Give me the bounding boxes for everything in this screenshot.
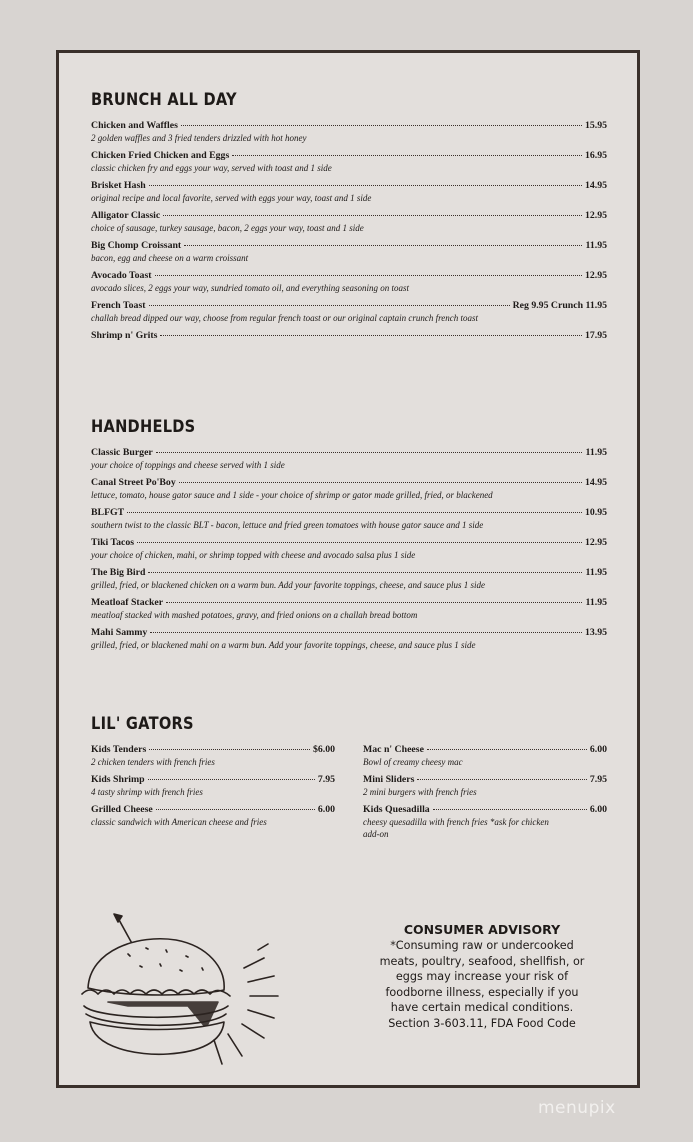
- dot-leader: [179, 482, 582, 483]
- menu-item-name: Kids Quesadilla: [363, 804, 430, 815]
- menu-item-description: 2 mini burgers with french fries: [363, 787, 477, 797]
- menu-item-description-continued: add-on: [363, 829, 389, 839]
- dot-leader: [149, 749, 310, 750]
- menu-item-name: Grilled Cheese: [91, 804, 153, 815]
- menu-item-price: 14.95: [584, 477, 607, 488]
- menu-item-row: [91, 270, 607, 282]
- menu-item-description: classic sandwich with American cheese and fries: [91, 817, 267, 827]
- menu-item-row: [91, 300, 607, 312]
- menu-item-name: Brisket Hash: [91, 180, 146, 191]
- menu-item-price: 10.95: [584, 507, 607, 518]
- menu-item: [91, 210, 607, 234]
- menu-item: [363, 744, 607, 768]
- menu-item: [91, 180, 607, 204]
- menu-item-price: 15.95: [584, 120, 607, 131]
- menu-item-name: Mahi Sammy: [91, 627, 148, 638]
- menu-item-row: [91, 240, 607, 252]
- menu-item-name: Canal Street Po'Boy: [91, 477, 176, 488]
- menu-item-price: 11.95: [585, 567, 607, 578]
- dot-leader: [232, 155, 582, 156]
- menu-item: [91, 270, 607, 294]
- advisory-line: meats, poultry, seafood, shellfish, or: [379, 954, 585, 968]
- menu-item-price: 11.95: [585, 447, 607, 458]
- section-title-handhelds: HANDHELDS: [91, 417, 196, 437]
- menu-item-price: 12.95: [584, 210, 607, 221]
- menu-item-name: Chicken and Waffles: [91, 120, 178, 131]
- menu-item-row: [91, 210, 607, 222]
- dot-leader: [160, 335, 582, 336]
- menu-item-row: [363, 744, 607, 756]
- dot-leader: [427, 749, 587, 750]
- menu-item: [91, 330, 607, 342]
- menu-item-row: [91, 567, 607, 579]
- menu-item-price: 12.95: [584, 270, 607, 281]
- lil-gators-left-column: [91, 744, 335, 846]
- menu-item-name: Tiki Tacos: [91, 537, 135, 548]
- menu-item-row: [91, 330, 607, 342]
- dot-leader: [184, 245, 582, 246]
- menu-item: [91, 627, 607, 651]
- dot-leader: [127, 512, 582, 513]
- dot-leader: [166, 602, 582, 603]
- dot-leader: [181, 125, 582, 126]
- menu-item-description: 2 chicken tenders with french fries: [91, 757, 215, 767]
- menu-item-name: Big Chomp Croissant: [91, 240, 182, 251]
- menu-item: [91, 744, 335, 768]
- menu-item-description: classic chicken fry and eggs your way, served with toast and 1 side: [91, 163, 332, 173]
- menu-item-row: [91, 804, 335, 816]
- menu-item-description: choice of sausage, turkey sausage, bacon, 2 eggs your way, toast and 1 side: [91, 223, 364, 233]
- menu-item: [91, 477, 607, 501]
- menu-item: [363, 774, 607, 798]
- menu-item-name: Avocado Toast: [91, 270, 152, 281]
- menu-item: [91, 507, 607, 531]
- lil-gators-section: [91, 714, 607, 846]
- menu-item-name: BLFGT: [91, 507, 125, 518]
- menu-item-description: 4 tasty shrimp with french fries: [91, 787, 203, 797]
- menu-item: [91, 300, 607, 324]
- dot-leader: [150, 632, 582, 633]
- menu-item-name: Meatloaf Stacker: [91, 597, 164, 608]
- advisory-line: have certain medical conditions.: [390, 1001, 574, 1014]
- dot-leader: [163, 215, 582, 216]
- menu-item-description: 2 golden waffles and 3 fried tenders drizzled with hot honey: [91, 133, 307, 143]
- menu-item-description: your choice of chicken, mahi, or shrimp topped with cheese and avocado salsa plus 1 side: [91, 550, 416, 560]
- menu-item-name: Classic Burger: [91, 447, 153, 458]
- menu-item: [363, 804, 607, 840]
- menu-item: [91, 567, 607, 591]
- dot-leader: [417, 779, 586, 780]
- advisory-line: *Consuming raw or undercooked: [390, 939, 574, 952]
- dot-leader: [155, 275, 582, 276]
- consumer-advisory: [360, 922, 604, 1031]
- menu-item-row: [91, 180, 607, 192]
- menu-item-row: [363, 774, 607, 786]
- menu-item: [91, 804, 335, 828]
- menu-item-name: The Big Bird: [91, 567, 146, 578]
- dot-leader: [148, 572, 582, 573]
- menu-item-description: grilled, fried, or blackened mahi on a warm bun. Add your favorite toppings, cheese, and sauce plus 1 side: [91, 640, 476, 650]
- menu-item-description: your choice of toppings and cheese served with 1 side: [91, 460, 285, 470]
- menu-item-price: 14.95: [584, 180, 607, 191]
- menu-item-price: 7.95: [317, 774, 335, 785]
- menu-item-price: Reg 9.95 Crunch 11.95: [512, 300, 607, 311]
- menu-item-price: 12.95: [584, 537, 607, 548]
- dot-leader: [148, 779, 315, 780]
- menu-item-row: [91, 744, 335, 756]
- brunch-section: [91, 90, 607, 348]
- lil-gators-right-column: [363, 744, 607, 846]
- menu-item-name: French Toast: [91, 300, 146, 311]
- handhelds-section: [91, 417, 607, 657]
- menu-item-price: 6.00: [589, 744, 607, 755]
- menu-item-price: 6.00: [589, 804, 607, 815]
- menu-item-row: [91, 537, 607, 549]
- menu-item: [91, 447, 607, 471]
- dot-leader: [149, 185, 582, 186]
- dot-leader: [433, 809, 587, 810]
- dot-leader: [156, 809, 315, 810]
- menu-item-row: [91, 597, 607, 609]
- advisory-line: Section 3-603.11, FDA Food Code: [388, 1016, 576, 1030]
- menu-item-row: [91, 447, 607, 459]
- menu-item: [91, 120, 607, 144]
- menu-item-price: 16.95: [584, 150, 607, 161]
- advisory-title: CONSUMER ADVISORY: [403, 922, 561, 937]
- menu-item-description: challah bread dipped our way, choose from regular french toast or our original captain crunch french toast: [91, 313, 479, 323]
- menu-item-description: original recipe and local favorite, served with eggs your way, toast and 1 side: [91, 193, 372, 203]
- menu-item-price: 17.95: [584, 330, 607, 341]
- menu-item-row: [91, 120, 607, 132]
- dot-leader: [137, 542, 582, 543]
- menu-item-name: Mini Sliders: [363, 774, 415, 785]
- menu-item-row: [91, 477, 607, 489]
- section-title-lil-gators: LIL' GATORS: [91, 714, 194, 734]
- menu-item-description: bacon, egg and cheese on a warm croissant: [91, 253, 249, 263]
- menu-item-price: 11.95: [585, 240, 607, 251]
- menu-item: [91, 150, 607, 174]
- menu-item: [91, 597, 607, 621]
- menu-item-description: southern twist to the classic BLT - bacon, lettuce and fried green tomatoes with house gator sauce and 1 side: [91, 520, 484, 530]
- menu-item-price: 6.00: [317, 804, 335, 815]
- menu-item: [91, 537, 607, 561]
- burger-illustration-icon: [68, 910, 308, 1070]
- advisory-line: eggs may increase your risk of: [395, 970, 569, 983]
- menu-item-row: [91, 507, 607, 519]
- menu-item: [91, 774, 335, 798]
- watermark: menupix: [538, 1098, 616, 1118]
- section-title-brunch: BRUNCH ALL DAY: [91, 90, 237, 110]
- advisory-line: foodborne illness, especially if you: [385, 985, 579, 999]
- menu-item-price: 11.95: [585, 597, 607, 608]
- menu-item-description: meatloaf stacked with mashed potatoes, gravy, and fried onions on a challah bread bottom: [91, 610, 418, 620]
- menu-item-description: grilled, fried, or blackened chicken on a warm bun. Add your favorite toppings, cheese, and sauce plus 1 side: [91, 580, 486, 590]
- menu-item-name: Mac n' Cheese: [363, 744, 424, 755]
- menu-item-name: Chicken Fried Chicken and Eggs: [91, 150, 230, 161]
- menu-item-row: [91, 150, 607, 162]
- menu-item-description: Bowl of creamy cheesy mac: [363, 757, 463, 767]
- menu-item-row: [91, 774, 335, 786]
- menu-item-price: 13.95: [584, 627, 607, 638]
- menu-item-name: Kids Shrimp: [91, 774, 145, 785]
- menu-item-price: 7.95: [589, 774, 607, 785]
- menu-item-row: [363, 804, 607, 816]
- menu-item-price: $6.00: [312, 744, 335, 755]
- menu-item-description: lettuce, tomato, house gator sauce and 1 side - your choice of shrimp or gator made grilled, fried, or blackened: [91, 490, 493, 500]
- menu-item-description: avocado slices, 2 eggs your way, sundried tomato oil, and everything seasoning on toast: [91, 283, 409, 293]
- dot-leader: [156, 452, 583, 453]
- dot-leader: [149, 305, 510, 306]
- menu-item-name: Alligator Classic: [91, 210, 161, 221]
- menu-item-name: Shrimp n' Grits: [91, 330, 158, 341]
- menu-item: [91, 240, 607, 264]
- menu-item-description: cheesy quesadilla with french fries *ask for chicken: [363, 817, 549, 827]
- menu-item-name: Kids Tenders: [91, 744, 147, 755]
- menu-item-row: [91, 627, 607, 639]
